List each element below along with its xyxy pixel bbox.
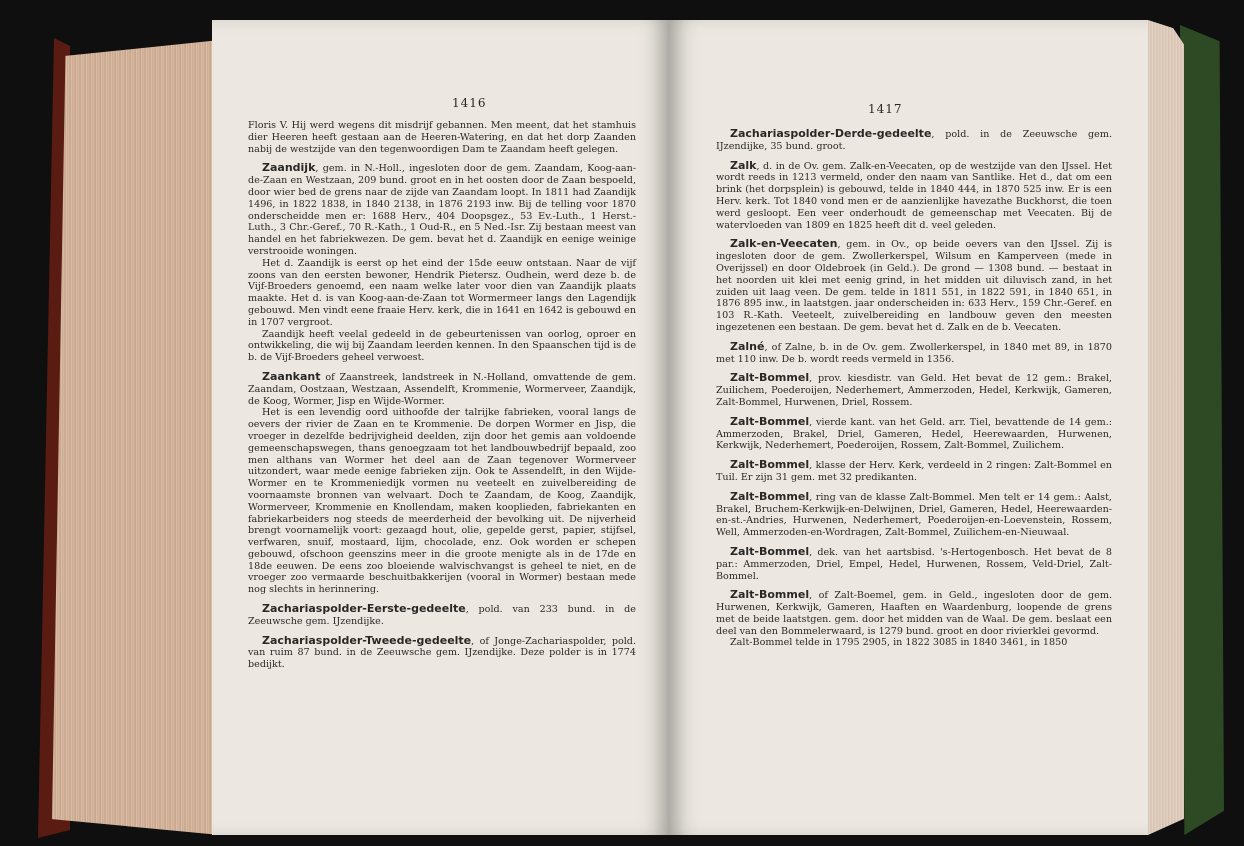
entry-text: , gem. in N.-Holl., ingesloten door de gem. Zaandam, Koog-aan-de-Zaan en Westzaan, 209 bund. groot en in het oosten door de Zaan bespoeld, door wier bed de grens naar de zijde van Zaandam loopt. In 1811 had Zaandijk 1496, in 1822 1838, in 1840 2138, in 1876 2193 inw. Bij de telling voor 1870 onderscheidde men er: 1688 Herv., 404 Doopsgez., 53 Ev.-Luth., 1 Herst.-Luth., 3 Chr.-Geref., 70 R.-Kath., 1 Oud-R., en 5 Ned.-Isr. Zij bestaan meest van handel en het fabriekwezen. De gem. bevat het d. Zaandijk en eenige weinige verstrooide woningen. (248, 163, 636, 257)
entry-paragraph (716, 589, 1112, 637)
entry-text: , pold. in de Zeeuwsche gem. IJzendijke, 35 bund. groot. (716, 129, 1112, 152)
entry-paragraph (248, 407, 636, 596)
entry-headword: Zalné (730, 339, 765, 353)
entry-headword: Zalt-Bommel (730, 414, 810, 428)
entry-headword: Zalt-Bommel (730, 588, 810, 602)
entry-headword: Zachariaspolder-Derde-gedeelte (730, 127, 932, 140)
entry-text: , prov. kiesdistr. van Geld. Het bevat de 12 gem.: Brakel, Zuilichem, Poederoijen, Nederhemert, Ammerzoden, Hedel, Kerkwijk, Gameren, Zalt-Bommel, Hurwenen, Driel, Rossem. (716, 373, 1112, 408)
entry-text: , of Zalt-Boemel, gem. in Geld., ingesloten door de gem. Hurwenen, Kerkwijk, Gameren, Haaften en Waardenburg, loopende de grens met de beide laatstgen. gem. door het midden van de Waal. De gem. beslaat een deel van den Bommelerwaard, is 1279 bund. groot en door rivierklei gevormd. (716, 590, 1112, 637)
entry-text: Floris V. Hij werd wegens dit misdrijf gebannen. Men meent, dat het stamhuis dier Heeren heeft gestaan aan de Heeren-Watering, en dat het dorp Zaanden nabij de westzijde van den tegenwoordigen Dam te Zaandam heeft gelegen. (248, 120, 636, 155)
entry-paragraph (248, 603, 636, 628)
right-cover (1180, 25, 1224, 835)
entry-headword: Zalk-en-Veecaten (730, 237, 838, 251)
entry-text: , of Zalne, b. in de Ov. gem. Zwollerkerspel, in 1840 met 89, in 1870 met 110 inw. De b. wordt reeds vermeld in 1356. (716, 341, 1112, 365)
left-text-column (248, 120, 636, 671)
entry-paragraph (716, 238, 1112, 333)
entry-paragraph (716, 637, 1112, 649)
entry-text: of Zaanstreek, landstreek in N.-Holland, omvattende de gem. Zaandam, Oostzaan, Westzaan, Assendelft, Krommenie, Wormerveer, Zaandijk, de Koog, Wormer, Jisp en Wijde-Wormer. (248, 371, 636, 407)
right-page (668, 20, 1148, 835)
entry-text: , d. in de Ov. gem. Zalk-en-Veecaten, op de westzijde van den IJssel. Het wordt reeds in 1213 vermeld, onder den naam van Santlike. Het d., dat om een brink (het dorpsplein) is gebouwd, telde in 1840 444, in 1870 525 inw. Er is een Herv. kerk. Tot 1840 vond men er de aanzienlijke havezathe Buckhorst, die toen werd gesloopt. Een veer onderhoudt de gemeenschap met Veecaten. Bij de watervloeden van 1809 en 1825 heeft dit d. veel geleden. (716, 160, 1112, 231)
entry-paragraph (716, 372, 1112, 408)
entry-text: , gem. in Ov., op beide oevers van den IJssel. Zij is ingesloten door de gem. Zwollerkerspel, Wilsum en Kamperveen (mede in Overijssel) en door Oldebroek (in Geld.). De grond — 1308 bund. — bestaat in het noorden uit klei met eenig grind, in het midden uit diluvisch zand, in het zuiden uit laag veen. De gem. telde in 1811 551, in 1822 591, in 1840 651, in 1876 895 inw., in laatstgen. jaar onderscheiden in: 633 Herv., 159 Chr.-Geref. en 103 R.-Kath. Veeteelt, zuivelbereiding en landbouw geven den meesten ingezetenen een bestaan. De gem. bevat het d. Zalk en de b. Veecaten. (716, 239, 1112, 333)
entry-paragraph (716, 160, 1112, 232)
entry-paragraph (248, 120, 636, 155)
right-page-number: 1417 (868, 102, 903, 116)
entry-paragraph (716, 128, 1112, 153)
entry-text: , ring van de klasse Zalt-Bommel. Men telt er 14 gem.: Aalst, Brakel, Bruchem-Kerkwijk-en-Delwijnen, Driel, Gameren, Hedel, Heerewaarden-en-st.-Andries, Hurwenen, Nederhemert, Poederoijen-en-Loevenstein, Rossem, Well, Ammerzoden-en-Wordragen, Zalt-Bommel, Zuilichem-en-Nieuwaal. (716, 491, 1112, 539)
entry-paragraph (248, 162, 636, 257)
entry-text: , vierde kant. van het Geld. arr. Tiel, bevattende de 14 gem.: Ammerzoden, Brakel, Driel, Gameren, Hedel, Heerewaarden, Hurwenen, Kerkwijk, Nederhemert, Poederoijen, Rossem, Zalt-Bommel, Zuilichem. (716, 416, 1112, 452)
entry-paragraph (716, 459, 1112, 484)
entry-text: , of Jonge-Zachariaspolder, pold. van ruim 87 bund. in de Zeeuwsche gem. IJzendijke. Deze polder is in 1774 bedijkt. (248, 635, 636, 671)
left-page-edges (52, 40, 220, 835)
left-page (212, 20, 670, 835)
entry-headword: Zalt-Bommel (730, 371, 810, 385)
entry-paragraph (248, 371, 636, 407)
entry-headword: Zaandijk (262, 161, 316, 175)
right-page-edges (1148, 20, 1184, 835)
entry-headword: Zaankant (262, 369, 321, 383)
entry-text: , dek. van het aartsbisd. 's-Hertogenbosch. Het bevat de 8 par.: Ammerzoden, Driel, Empel, Hedel, Hurwenen, Rossem, Veld-Driel, Zalt-Bommel. (716, 546, 1112, 582)
entry-headword: Zalt-Bommel (730, 489, 810, 503)
entry-text: Zaandijk heeft veelal gedeeld in de gebeurtenissen van oorlog, oproer en ontwikkeling, die wij bij Zaandam leerden kennen. In den Spaanschen tijd is de b. de Vijf-Broeders geheel verwoest. (248, 328, 636, 364)
entry-text: , pold. van 233 bund. in de Zeeuwsche gem. IJzendijke. (248, 604, 636, 627)
entry-paragraph (716, 341, 1112, 366)
entry-paragraph (248, 329, 636, 364)
entry-paragraph (248, 635, 636, 671)
entry-paragraph (716, 491, 1112, 539)
entry-paragraph (716, 416, 1112, 452)
entry-headword: Zachariaspolder-Tweede-gedeelte (262, 633, 472, 647)
entry-headword: Zachariaspolder-Eerste-gedeelte (262, 602, 466, 616)
entry-text: Zalt-Bommel telde in 1795 2905, in 1822 3085 in 1840 3461, in 1850 (730, 637, 1068, 649)
entry-headword: Zalk (730, 158, 757, 172)
entry-paragraph (248, 258, 636, 329)
entry-text: , klasse der Herv. Kerk, verdeeld in 2 ringen: Zalt-Bommel en Tuil. Er zijn 31 gem. met 32 predikanten. (716, 460, 1112, 483)
entry-headword: Zalt-Bommel (730, 458, 810, 472)
entry-headword: Zalt-Bommel (730, 544, 810, 558)
entry-paragraph (716, 546, 1112, 582)
entry-text: Het is een levendig oord uithoofde der talrijke fabrieken, vooral langs de oevers der rivier de Zaan en te Krommenie. De dorpen Wormer en Jisp, die vroeger in dezelfde bedrijvigheid deelden, zijn door het gemis aan voldoende gemeenschapswegen, thans genoegzaam tot het landbouwbedrijf bepaald, zoo men althans van Wormer het deel aan de Zaan tegenover Wormerveer uitzondert, waar mede eenige fabrieken zijn. Ook te Assendelft, in den Wijde-Wormer en te Krommeniedijk vormen nu veeteelt en zuivelbereiding de voornaamste bronnen van welvaart. Doch te Zaandam, de Koog, Zaandijk, Wormerveer, Krommenie en Knollendam, maken kooplieden, fabriekanten en fabriekarbeiders nog steeds de meerderheid der bevolking uit. De nijverheid brengt voornamelijk voort: gezaagd hout, olie, gepelde gerst, papier, stijfsel, verfwaren, snuif, mostaard, lijm, chocolade, enz. Ook worden er schepen gebouwd, ofschoon geenszins meer in die groote menigte als in de 17de en 18de eeuwen. De eens zoo bloeiende walvischvangst is geheel te niet, en de vroeger zoo vermaarde beschuitbakkerijen (vooral in Wormer) bestaan mede nog slechts in herinnering. (248, 407, 636, 596)
right-text-column (716, 128, 1112, 649)
left-page-number: 1416 (452, 96, 487, 110)
entry-text: Het d. Zaandijk is eerst op het eind der 15de eeuw ontstaan. Naar de vijf zoons van den eersten bewoner, Hendrik Pietersz. Oudhein, werd deze b. de Vijf-Broeders genoemd, een naam welke later voor dien van Zaandijk plaats maakte. Het d. is van Koog-aan-de-Zaan tot Wormermeer langs den Lagendijk gebouwd. Men vindt eene fraaie Herv. kerk, die in 1641 en 1642 is gebouwd en in 1707 vergroot. (248, 257, 636, 328)
